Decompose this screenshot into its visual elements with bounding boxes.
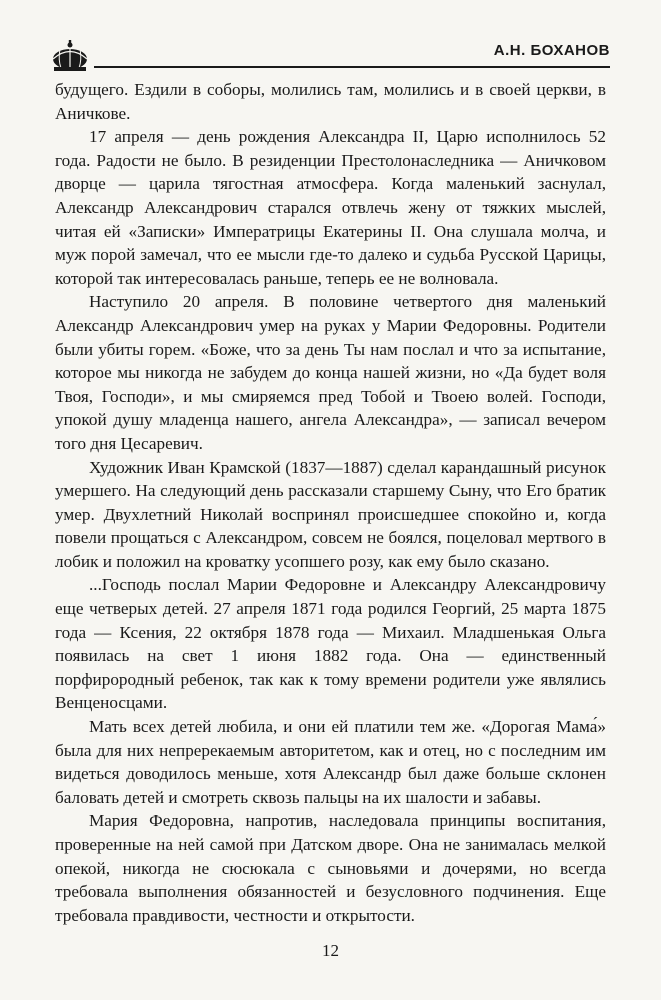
body-text — [55, 78, 606, 927]
author-name: А.Н. БОХАНОВ — [493, 42, 610, 59]
crown-icon — [50, 40, 90, 72]
running-header — [50, 38, 610, 74]
paragraph: ...Господь послал Марии Федоровне и Александру Александровичу еще четверых детей. 27 апреля 1871 года родился Георгий, 25 марта 1875 года — Ксения, 22 октября 1878 года — Михаил. Младшенькая Ольга появилась на свет 1 июня 1882 года. Она — единственный порфирородный ребенок, так как к тому времени родители уже являлись Венценосцами. — [55, 575, 606, 713]
paragraph: Мать всех детей любила, и они ей платили тем же. «Дорогая Мама́» была для них непререкаемым авторитетом, как и отец, но с последним им видеться доводилось меньше, хотя Александр был даже больше склонен баловать детей и смотреть сквозь пальцы на их шалости и забавы. — [55, 717, 606, 807]
paragraph: будущего. Ездили в соборы, молились там, молились и в своей церкви, в Аничкове. — [55, 80, 606, 123]
paragraph: 17 апреля — день рождения Александра II, Царю исполнилось 52 года. Радости не было. В резиденции Престолонаследника — Аничковом дворце — царила тягостная атмосфера. Когда маленький заснулал, Александр Александрович старался отвлечь жену от тяжких мыслей, читая ей «Записки» Императрицы Екатерины II. Она слушала молча, и муж порой замечал, что ее мысли где-то далеко и судьба Русской Царицы, которой так интересовалась раньше, теперь ее не волновала. — [55, 127, 606, 288]
paragraph: Наступило 20 апреля. В половине четвертого дня маленький Александр Александрович умер на руках у Марии Федоровны. Родители были убиты горем. «Боже, что за день Ты нам послал и что за испытание, которое мы никогда не забудем до конца нашей жизни, но «Да будет воля Твоя, Господи», и мы смиряемся пред Тобой и Твоею волей. Господи, упокой душу младенца нашего, ангела Александра», — записал вечером того дня Цесаревич. — [55, 292, 606, 453]
header-rule — [94, 66, 610, 68]
paragraph: Мария Федоровна, напротив, наследовала принципы воспитания, проверенные на ней самой при Датском дворе. Она не занималась мелкой опекой, никогда не сюсюкала с сыновьями и дочерями, но всегда требовала выполнения обязанностей и безусловного подчинения. Еще требовала правдивости, честности и открытости. — [55, 811, 606, 925]
paragraph: Художник Иван Крамской (1837—1887) сделал карандашный рисунок умершего. На следующий день рассказали старшему Сыну, что Его братик умер. Двухлетний Николай воспринял происшедшее спокойно и, когда повели прощаться с Александром, совсем не боялся, поцеловал мертвого в лобик и положил на кроватку усопшего розу, как ему было сказано. — [55, 457, 606, 571]
page-number: 12 — [322, 941, 339, 960]
